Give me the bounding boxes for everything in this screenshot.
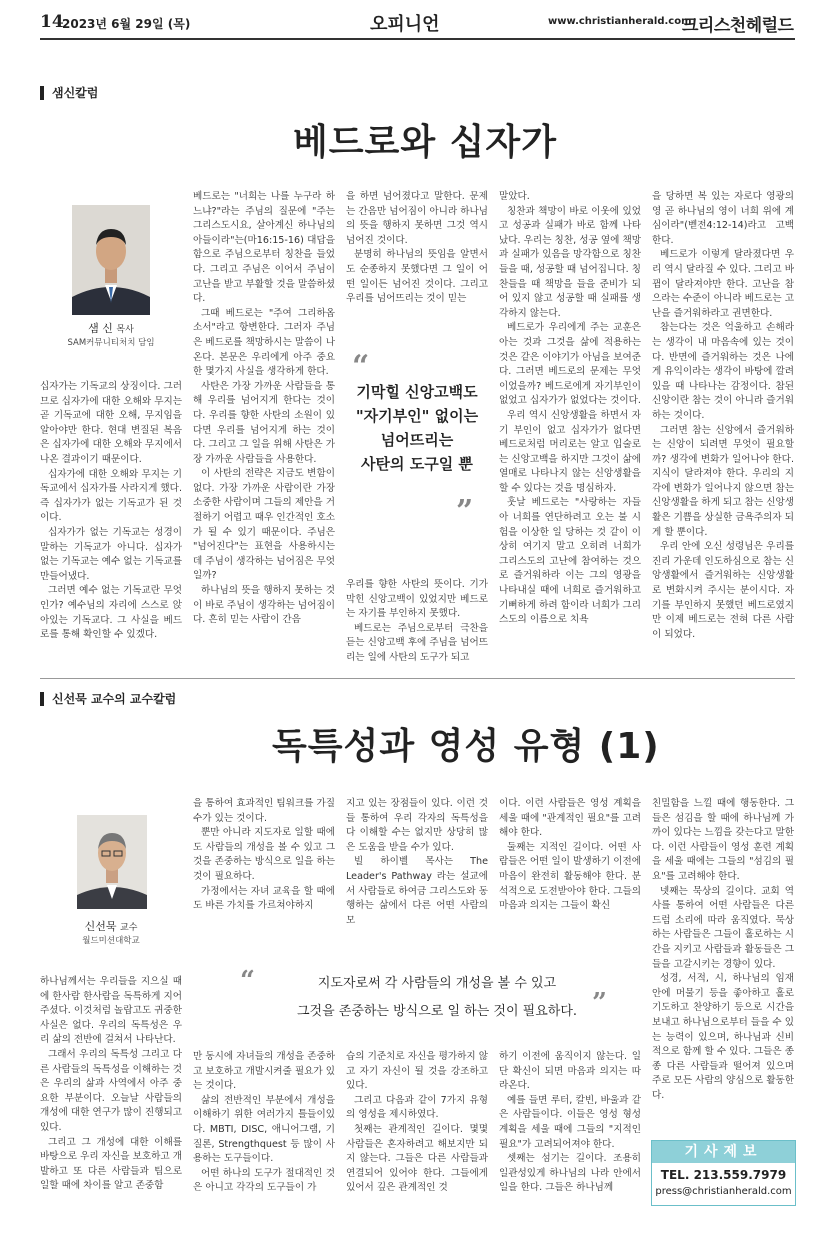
- paragraph: 만 동시에 자녀들의 개성을 존중하고 보호하고 개발시켜줄 필요가 있는 것이다.: [193, 1051, 335, 1092]
- tip-email[interactable]: press@christianherald.com: [655, 1186, 792, 1197]
- author-byline: [40, 320, 182, 336]
- paragraph: 그때 베드로는 "주여 그리하옵소서"라고 항변한다. 그러자 주님은 베드로를 책망하시는 말씀이 나온다. 본문은 우리에게 아주 중요한 몇가지 사실을 생각하게 한다.: [193, 307, 335, 378]
- author-photo: [72, 205, 150, 315]
- paragraph: 그러면 예수 없는 기독교란 무엇인가? 예수님의 자리에 스스로 앉아있는 기독교다. 그 사실을 베드로를 통해 확인할 수 있겠다.: [40, 585, 182, 641]
- article-column-3-bottom: [346, 1050, 488, 1240]
- paragraph: 십자가가 없는 기독교는 성경이 말하는 기독교가 아니다. 십자가 없는 기독교는 예수 없는 기독교를 만들어냈다.: [40, 526, 182, 582]
- paragraph: 성경, 서적, 시, 하나님의 임재 안에 머물기 등을 좋아하고 홀로 기도하고 찬양하기 등으로 시간을 보내고 하나님으로부터 들을 수 있는 능력이 있으며, 하나님과 신비적으로 함께 할 수 있다. 그들은 종종 다른 사람들과 떨어져 있으며 주로 모든 사람의 양심으로 활동한다.: [652, 973, 794, 1101]
- paragraph: 셋째는 섬기는 길이다. 조용히 일관성있게 하나님의 나라 안에서 일을 한다. 그들은 하나님께: [499, 1153, 641, 1194]
- paragraph: 분명히 하나님의 뜻임을 알면서도 순종하지 못했다면 그 일이 어떤 일이든 넘어진 것이다. 그리고 우리를 넘어뜨리는 것이 믿는: [346, 249, 488, 305]
- article-column-2: [193, 190, 335, 696]
- paragraph: 삶의 전반적인 부분에서 개성을 이해하기 위한 여러가지 틀들이있다. MBTI, DISC, 애니어그램, 기질론, Strengthquest 등 많이 사용하는 도구들이다.: [193, 1094, 335, 1165]
- author-affiliation: 월드미션대학교: [82, 936, 140, 946]
- pull-quote: [240, 966, 615, 1030]
- author-photo: [77, 815, 147, 909]
- paragraph: 하기 이전에 움직이지 않는다. 일단 확신이 되면 마음과 의지는 따라온다.: [499, 1051, 641, 1092]
- paragraph: 우리를 향한 사탄의 뜻이다. 기가막힌 신앙고백이 있었지만 베드로는 자기를 부인하지 못했다.: [346, 579, 488, 620]
- paragraph: 을 하면 넘어졌다고 말한다. 문제는 간음만 넘어짐이 아니라 하나님의 뜻을 행하지 못하면 그것 역시 넘어진 것이다.: [346, 191, 488, 246]
- paragraph: 그러면 참는 신앙에서 즐거워하는 신앙이 되려면 무엇이 필요할까? 생각에 변화가 일어나야 한다. 지식이 달라져야 한다. 우리의 지각에 변화가 일어나지 않으면 참는 신앙생활을 하게 되고 참는 신앙생활은 기쁨을 상실한 금욕주의자 되게 할 뿐이다.: [652, 424, 794, 538]
- article-column-2-bottom: [193, 1050, 335, 1240]
- author-affiliation: SAM커뮤니티처치 담임: [67, 338, 155, 348]
- paragraph: 베드로가 이렇게 달라졌다면 우리 역시 달라질 수 있다. 그리고 바뀜이 달라져야만 한다. 고난을 참으라는 수준이 아니라 베드로는 고난을 즐거워하라고 권면한다.: [652, 249, 794, 319]
- paragraph: 예를 들면 루터, 칼빈, 바울과 같은 사람들이다. 이들은 영성 형성 계획을 세울 때에 그들의 "지적인 필요"가 고려되어져야 한다.: [499, 1094, 641, 1150]
- pull-quote-text: 지도자로써 각 사람들의 개성을 볼 수 있고 그것을 존중하는 방식으로 일 하는 것이 필요하다.: [296, 976, 578, 1019]
- article-column-4: [499, 190, 641, 696]
- article-column-4-bottom: [499, 1050, 641, 1240]
- open-quote-icon: “: [240, 966, 255, 996]
- article-column-2-top: [193, 797, 335, 947]
- news-tip-box: [651, 1140, 796, 1206]
- paragraph: 뿐만 아니라 지도자로 일할 때에도 사람들의 개성을 볼 수 있고 그것을 존중하는 방식으로 일을 하는 것이 필요하다.: [193, 827, 335, 882]
- close-quote-icon: ”: [456, 494, 474, 529]
- paragraph: 이다. 이런 사람들은 영성 계획을 세울 때에 "관계적인 필요"를 고려해야 한다.: [499, 798, 641, 839]
- column-label: 샘신칼럼: [40, 86, 98, 100]
- paragraph: 말았다.: [499, 191, 530, 202]
- paragraph: 베드로가 우리에게 주는 교훈은 아는 것과 그것을 삶에 적용하는 것은 같은 이야기가 아님을 보여준다. 그러면 베드로의 문제는 무엇이었을까? 베드로에게 자기부인이 없었고 십자가가 없었다는 것이다.: [499, 322, 641, 407]
- paragraph: 그래서 우리의 독특성 그리고 다른 사람들의 독특성을 이해하는 것은 우리의 삶과 사역에서 아주 중요한 부분이다. 오늘날 사람들의 개성에 대한 연구가 많이 진행되고 있다.: [40, 1048, 182, 1133]
- paragraph: 참는다는 것은 억울하고 손해라는 생각이 내 마음속에 있는 것이다. 반면에 즐거워하는 것은 나에게 유익이라는 생각이 바탕에 깔려 있을 때 나타나는 감정이다. 참된 신앙이란 참는 것이 아니라 즐거워하는 것이다.: [652, 322, 794, 421]
- close-quote-icon: ”: [592, 988, 607, 1018]
- paragraph: 베드로는 주님으로부터 극찬을 듣는 신앙고백 후에 주님을 넘어뜨리는 일에 사탄의 도구가 되고: [346, 622, 488, 663]
- open-quote-icon: “: [352, 349, 370, 384]
- paragraph: 가정에서는 자녀 교육을 할 때에도 바른 가치를 가르쳐야하지: [193, 885, 335, 912]
- paragraph: 칭찬과 책망이 바로 이웃에 있었고 성공과 실패가 바로 함께 나타났다. 우리는 칭찬, 성공 옆에 책망과 실패가 있음을 망각함으로 칭찬들을 때, 성공할 때 넘어집니다. 칭찬들을 때 책망을 들을 준비가 되어 있지 않고 성공할 때 실패를 생각하지 않는다.: [499, 205, 641, 319]
- paragraph: 지고 있는 장점들이 있다. 이런 것들 통하여 우리 각자의 독특성을 다 이해할 수는 없지만 상당히 많은 도움을 받을 수가 있다.: [346, 798, 488, 853]
- article-column-4-top: [499, 797, 641, 947]
- paragraph: 그리고 다음과 같이 7가지 유형의 영성을 제시하였다.: [346, 1094, 488, 1121]
- paragraph: 십자가는 기독교의 상징이다. 그러므로 십자가에 대한 오해와 무지는 곧 기독교에 대한 오해, 무지임을 알아야만 한다. 현대 변질된 복음은 십자가에 대한 오해와 무지에서 나온 결과이기 때문이다.: [40, 381, 182, 465]
- author-name: 신선묵: [84, 920, 117, 933]
- paragraph: 어떤 하나의 도구가 절대적인 것은 아니고 각각의 도구들이 가: [193, 1167, 335, 1194]
- tip-phone[interactable]: TEL. 213.559.7979: [660, 1168, 787, 1182]
- section-name: 오피니언: [370, 14, 440, 35]
- paragraph: 넷째는 묵상의 길이다. 교회 역사를 통하여 어떤 사람들은 다른 드럼 소리에 따라 움직였다. 묵상하는 사람들은 그들이 홀로하는 시간을 지키고 사람들과 활동들은 그들을 고갈시키는 경향이 있다.: [652, 885, 794, 970]
- paragraph: 우리 안에 오신 성령님은 우리를 진리 가운데 인도하심으로 참는 신앙생활에서 즐거워하는 신앙생활로 변화시켜 주시는 분이시다. 자기를 부인하지 못했던 베드로였지만 이제 베드로는 전혀 다른 사람이 되었다.: [652, 541, 794, 640]
- paragraph: 그리고 그 개성에 대한 이해를 바탕으로 우리 자신을 보호하고 개발하고 또 다른 사람들과 팀으로 일할 때에 차이를 알고 존중함: [40, 1136, 182, 1192]
- article-column-3-top: [346, 190, 488, 338]
- tip-heading: 기사제보: [652, 1141, 795, 1163]
- paragraph: 하나님의 뜻을 행하지 못하는 것이 바로 주님이 생각하는 넘어짐이다. 흔히 믿는 사람이 간음: [193, 585, 335, 626]
- paragraph: 첫째는 관계적인 길이다. 몇몇 사람들은 혼자하려고 해보지만 되지 않는다. 그들은 다른 사람들과 연결되어 있어야 한다. 그들에게 있어서 깊은 관계적인 것: [346, 1123, 488, 1194]
- article-title: 독특성과 영성 유형 (1): [272, 726, 660, 767]
- site-url[interactable]: www.christianherald.com: [548, 16, 692, 27]
- paragraph: 십자가에 대한 오해와 무지는 기독교에서 십자가를 사라지게 했다. 즉 십자가가 없는 기독교가 된 것이다.: [40, 468, 182, 524]
- author-title: 목사: [116, 325, 134, 335]
- article-column-5: [652, 190, 794, 696]
- author-title: 교수: [120, 923, 138, 933]
- paragraph: 훗날 베드로는 "사랑하는 자들아 너희를 연단하려고 오는 불 시험을 이상한 일 당하는 것 같이 이상히 여기지 말고 오히려 너희가 그리스도의 고난에 참여하는 것으로 즐거워하라 이는 그의 영광을 나타내실 때에 너희로 즐거워하고 기뻐하게 하려 함이라 너희가 그리스도의 이름으로 치욕: [499, 497, 641, 626]
- paragraph: 을 당하면 복 있는 자로다 영광의 영 곧 하나님의 영이 너희 위에 계심이라"(벧전4:12-14)라고 고백한다.: [652, 191, 794, 246]
- paragraph: 을 통하여 효과적인 팀워크를 가질 수가 있는 것이다.: [193, 798, 335, 824]
- paragraph: 습의 기준치로 자신을 평가하지 않고 자기 자신이 될 것을 강조하고 있다.: [346, 1051, 488, 1092]
- article-column-5: [652, 797, 794, 1133]
- pull-quote: [346, 349, 488, 568]
- article-column-1: [40, 380, 182, 696]
- paragraph: 베드로는 "너희는 나를 누구라 하느냐?"라는 주님의 질문에 "주는 그리스도시요, 살아계신 하나님의 아들이라"는(마16:15-16) 대답을 함으로 주님으로부터 칭찬을 들었다. 그리고 주님은 이어서 주님이 고난을 받고 부활할 것을 말씀하셨다.: [193, 191, 335, 305]
- paragraph: 하나님께서는 우리들을 지으실 때에 한사람 한사람을 독특하게 지어주셨다. 이것처럼 놀랍고도 귀중한 사실은 없다. 우리의 독특성은 우리 삶의 전반에 걸쳐서 나타난다.: [40, 976, 182, 1046]
- paragraph: 빌 하이벨 목사는 The Leader's Pathway 라는 설교에서 사람들로 하여금 그리스도와 동행하는 삶에서 다른 어떤 사람의 모: [346, 856, 488, 926]
- article-title: 베드로와 십자가: [293, 122, 557, 163]
- author-name: 샘 신: [88, 322, 113, 335]
- author-byline: [40, 918, 182, 934]
- article-column-1: [40, 975, 182, 1240]
- page-header: [40, 8, 795, 40]
- article-column-3-top: [346, 797, 488, 947]
- issue-date: 2023년 6월 29일 (목): [62, 17, 191, 31]
- brand-logo: 크리스천헤럴드: [682, 16, 794, 36]
- column-label: 신선묵 교수의 교수칼럼: [40, 692, 176, 706]
- paragraph: 친밀함을 느낄 때에 행동한다. 그들은 섬김을 할 때에 하나님께 가까이 있다는 느낌을 갖는다고 말한다. 이런 사람들이 영성 훈련 계획을 세울 때에는 그들의 "섬김의 필요"를 고려해야 한다.: [652, 798, 794, 882]
- paragraph: 우리 역시 신앙생활을 하면서 자기 부인이 없고 십자가가 없다면 베드로처럼 머리로는 알고 입술로는 신앙고백을 하지만 그것이 삶에 열매로 나타나지 않는 신앙생활을 할 수 있다는 것을 명심하자.: [499, 409, 641, 494]
- paragraph: 둘째는 지적인 길이다. 어떤 사람들은 어떤 일이 발생하기 이전에 마음이 완전히 활동해야 한다. 분석적으로 도전받아야 한다. 그들의 마음과 의지는 그들이 확신: [499, 841, 641, 912]
- pull-quote-text: 기막힐 신앙고백도 "자기부인" 없이는 넘어뜨리는 사탄의 도구일 뿐: [355, 383, 479, 473]
- paragraph: 이 사탄의 전략은 지금도 변함이 없다. 가장 가까운 사람이란 가장 소중한 사람이며 그들의 제안을 거절하기 어렵고 때우 인간적인 호소가 될 수 있기 때문이다. 주님은 "넘어진다"는 표현을 사용하시는데 주님이 생각하는 넘어짐은 무엇일까?: [193, 468, 335, 582]
- page-number: 14: [40, 12, 64, 32]
- section-divider: [40, 678, 795, 679]
- paragraph: 사탄은 가장 가까운 사람들을 통해 우리를 넘어지게 한다는 것이다. 우리를 향한 사탄의 소원이 있다면 우리를 넘어지게 하는 것이다. 그리고 그 일을 위해 사탄은 가장 가까운 사람들을 사용한다.: [193, 380, 335, 465]
